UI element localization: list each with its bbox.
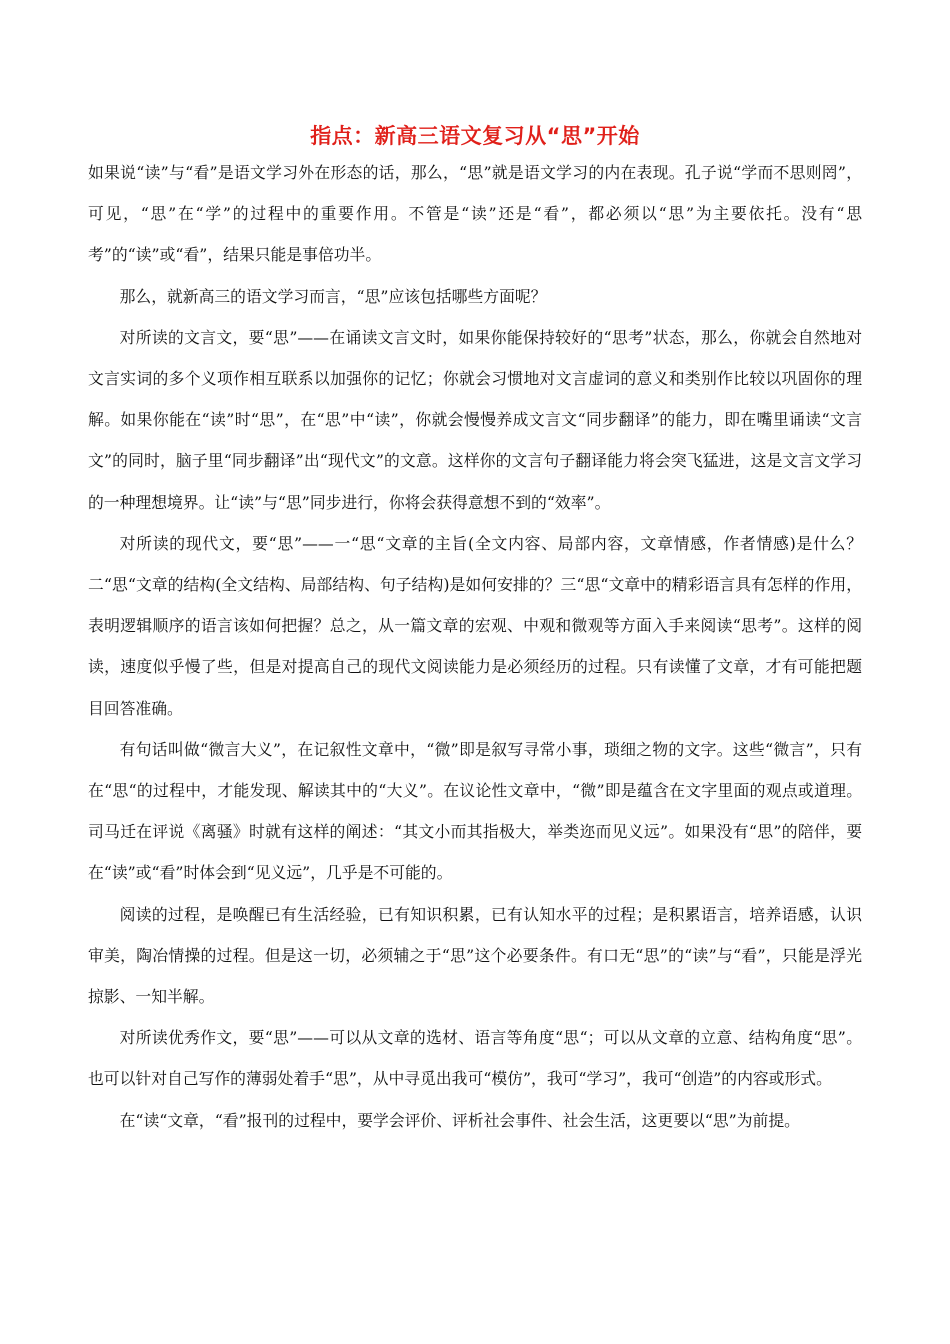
paragraph-subtle-words: 有句话叫做“微言大义”，在记叙性文章中，“微”即是叙写寻常小事，琐细之物的文字。这些“微言”，只有在“思“的过程中，才能发现、解读其中的“大义”。在议论性文章中，“微”即是蕴含在文字里面的观点或道理。司马迁在评说《离骚》时就有这样的阐述：“其文小而其指极大，举类迩而见义远”。如果没有“思”的陪伴，要在“读”或“看”时体会到“见义远”，几乎是不可能的。 <box>88 739 862 883</box>
paragraph-modern-prose: 对所读的现代文，要“思”——一“思“文章的主旨(全文内容、局部内容，文章情感，作者情感)是什么？二“思“文章的结构(全文结构、局部结构、句子结构)是如何安排的？三“思“文章中的精彩语言具有怎样的作用，表明逻辑顺序的语言该如何把握？总之，从一篇文章的宏观、中观和微观等方面入手来阅读“思考”。这样的阅读，速度似乎慢了些，但是对提高自己的现代文阅读能力是必须经历的过程。只有读懂了文章，才有可能把题目回答准确。 <box>88 533 862 718</box>
paragraph-classical-chinese: 对所读的文言文，要“思”——在诵读文言文时，如果你能保持较好的“思考”状态，那么，你就会自然地对文言实词的多个义项作相互联系以加强你的记忆；你就会习惯地对文言虚词的意义和类别作比较以巩固你的理解。如果你能在“读”时“思”，在“思”中“读”，你就会慢慢养成文言文“同步翻译”的能力，即在嘴里诵读“文言文”的同时，脑子里“同步翻译”出“现代文”的文意。这样你的文言句子翻译能力将会突飞猛进，这是文言文学习的一种理想境界。让“读”与“思”同步进行，你将会获得意想不到的“效率”。 <box>88 327 862 512</box>
document-title: 指点：新高三语文复习从“思”开始 <box>310 124 640 148</box>
paragraph-question: 那么，就新高三的语文学习而言，“思”应该包括哪些方面呢？ <box>119 286 547 306</box>
paragraph-newspapers: 在“读“文章，“看”报刊的过程中，要学会评价、评析社会事件、社会生活，这更要以“思”为前提。 <box>119 1110 800 1130</box>
document-body <box>88 152 862 1141</box>
paragraph-reading-process: 阅读的过程，是唤醒已有生活经验，已有知识积累，已有认知水平的过程；是积累语言，培养语感，认识审美，陶冶情操的过程。但是这一切，必须辅之于“思”这个必要条件。有口无“思”的“读”与“看”，只能是浮光掠影、一知半解。 <box>88 904 862 1007</box>
paragraph-model-essays: 对所读优秀作文，要“思”——可以从文章的选材、语言等角度“思“；可以从文章的立意、结构角度“思”。也可以针对自己写作的薄弱处着手“思”，从中寻觅出我可“模仿”，我可“学习”，我可“创造”的内容或形式。 <box>88 1028 862 1089</box>
paragraph-intro: 如果说“读”与“看”是语文学习外在形态的话，那么，“思”就是语文学习的内在表现。孔子说“学而不思则罔”，可见，“思”在“学”的过程中的重要作用。不管是“读”还是“看”，都必须以“思”为主要依托。没有“思考”的“读”或“看”，结果只能是事倍功半。 <box>88 163 862 265</box>
